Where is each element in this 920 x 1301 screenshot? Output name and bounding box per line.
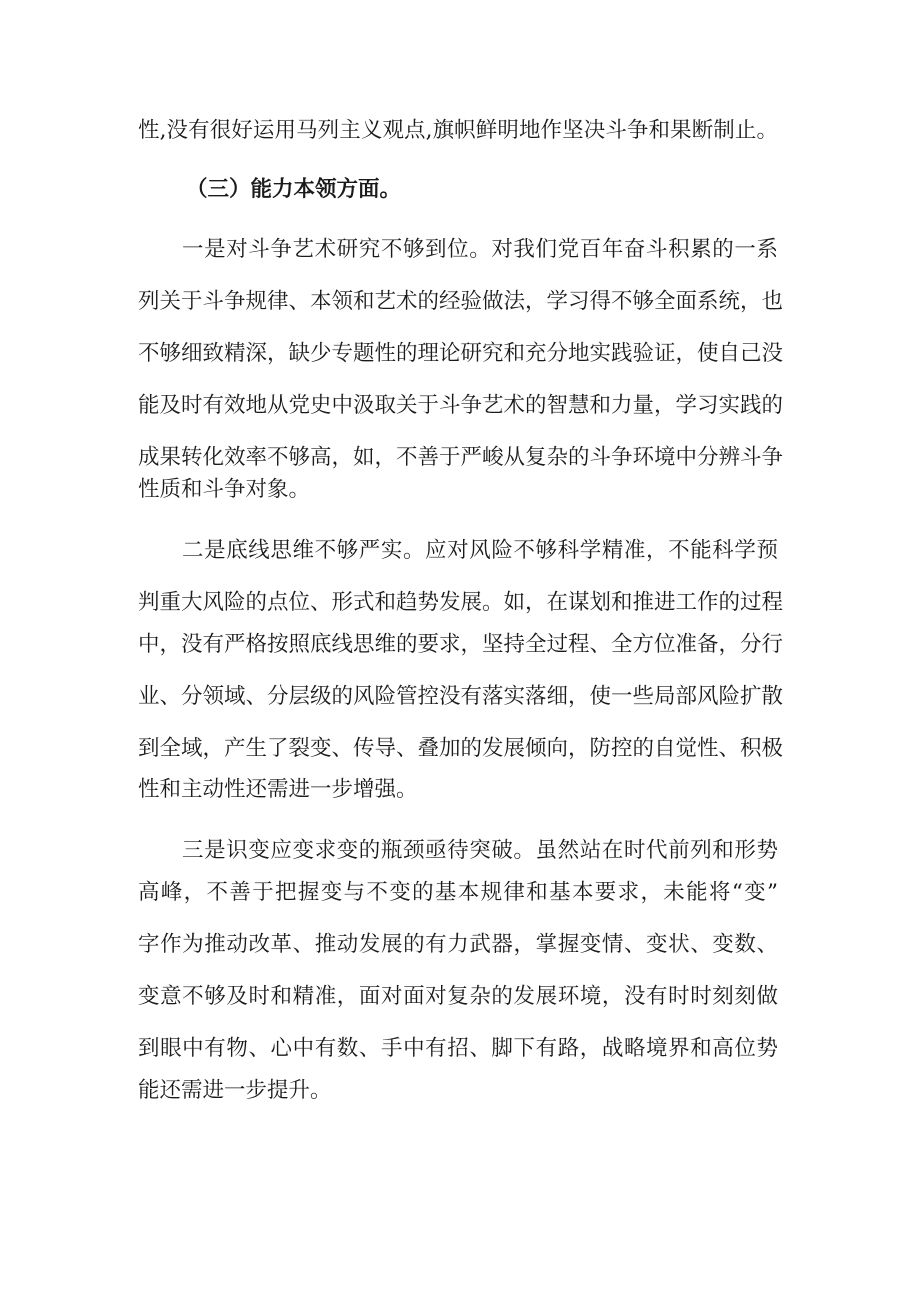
paragraph-line: 能还需进一步提升。 bbox=[138, 1078, 332, 1103]
paragraph-line: 不够细致精深，缺少专题性的理论研究和充分地实践验证，使自己没 bbox=[138, 341, 784, 366]
paragraph-line: 能及时有效地从党史中汲取关于斗争艺术的智慧和力量，学习实践的 bbox=[138, 393, 784, 418]
paragraph-line: 列关于斗争规律、本领和艺术的经验做法，学习得不够全面系统，也 bbox=[138, 289, 784, 314]
section-heading: （三）能力本领方面。 bbox=[186, 177, 402, 202]
paragraph-line: 高峰，不善于把握变与不变的基本规律和基本要求，未能将“变” bbox=[138, 880, 778, 905]
paragraph-line: 到眼中有物、心中有数、手中有招、脚下有路，战略境界和高位势 bbox=[138, 1036, 778, 1061]
paragraph-line: 性和主动性还需进一步增强。 bbox=[138, 777, 418, 802]
paragraph-line: 到全域，产生了裂变、传导、叠加的发展倾向，防控的自觉性、积极 bbox=[138, 736, 784, 761]
paragraph-line: 性质和斗争对象。 bbox=[138, 477, 311, 502]
paragraph-line: 变意不够及时和精准，面对面对复杂的发展环境，没有时时刻刻做 bbox=[138, 984, 778, 1009]
paragraph-line: 中，没有严格按照底线思维的要求，坚持全过程、全方位准备，分行 bbox=[138, 632, 784, 657]
paragraph-line: 判重大风险的点位、形式和趋势发展。如，在谋划和推进工作的过程 bbox=[138, 590, 784, 615]
paragraph-line: 一是对斗争艺术研究不够到位。对我们党百年奋斗积累的一系 bbox=[182, 237, 778, 262]
paragraph-line: 字作为推动改革、推动发展的有力武器，掌握变情、变状、变数、 bbox=[138, 932, 778, 957]
paragraph-line: 三是识变应变求变的瓶颈亟待突破。虽然站在时代前列和形势 bbox=[182, 838, 778, 863]
intro-text-line: 性,没有很好运用马列主义观点,旗帜鲜明地作坚决斗争和果断制止。 bbox=[138, 118, 778, 143]
paragraph-line: 业、分领域、分层级的风险管控没有落实落细，使一些局部风险扩散 bbox=[138, 684, 784, 709]
paragraph-line: 二是底线思维不够严实。应对风险不够科学精准，不能科学预 bbox=[182, 538, 778, 563]
paragraph-line: 成果转化效率不够高，如，不善于严峻从复杂的斗争环境中分辨斗争 bbox=[138, 445, 784, 470]
